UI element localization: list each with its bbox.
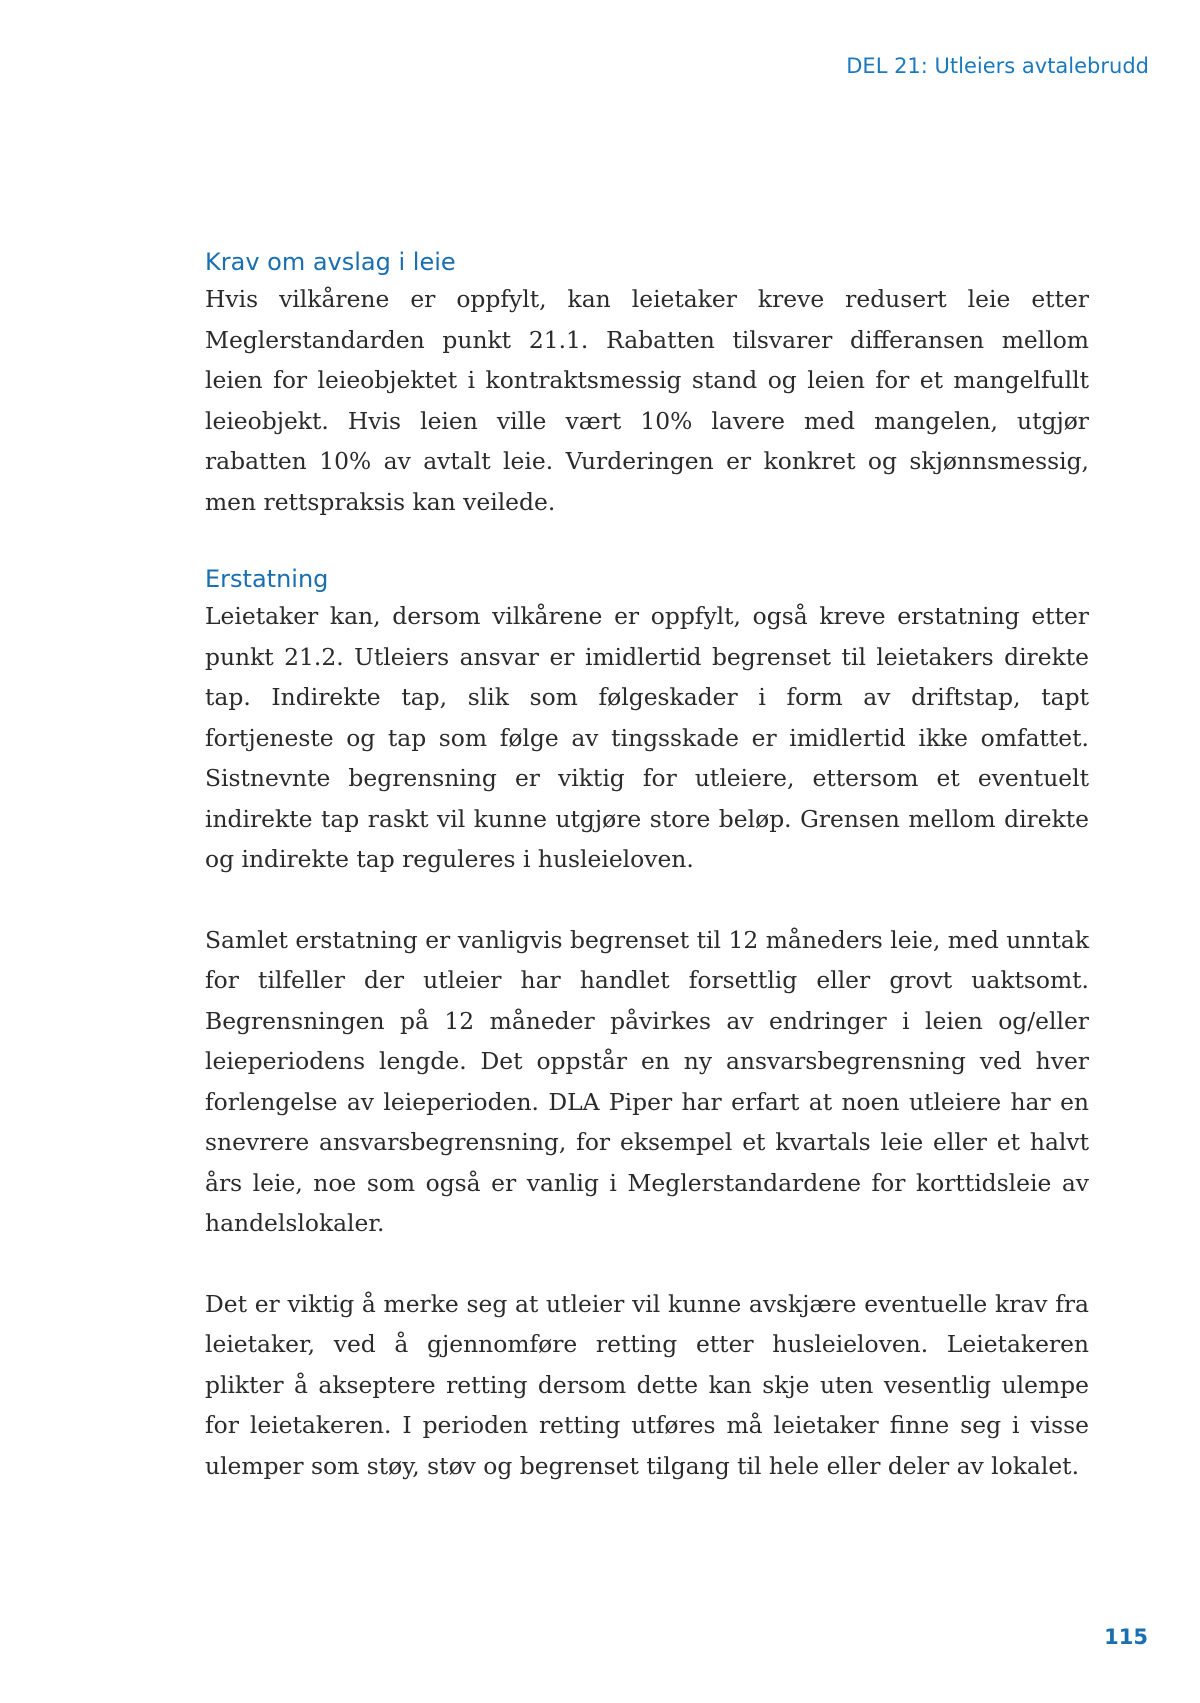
paragraph: Hvis vilkårene er oppfylt, kan leietaker kreve redusert leie etter Meglerstandarden punkt 21.1. Rabatten tilsvarer differansen mellom leien for leieobjektet i kontraktsmessig stand og leien for et mangelfullt leieobjekt. Hvis leien ville vært 10% lavere med mangelen, utgjør rabatten 10% av avtalt leie. Vurderingen er konkret og skjønnsmessig, men rettspraksis kan veilede. xyxy=(205,285,1089,516)
running-header: DEL 21: Utleiers avtalebrudd xyxy=(846,54,1149,78)
section-heading-compensation: Erstatning xyxy=(205,565,329,593)
section-heading-rent-reduction: Krav om avslag i leie xyxy=(205,248,456,276)
paragraph: Samlet erstatning er vanligvis begrenset til 12 måneders leie, med unntak for tilfeller der utleier har handlet forsettlig eller grovt uaktsomt. Begrensningen på 12 måneder påvirkes av endringer i leien og/eller leieperiodens lengde. Det oppstår en ny ansvarsbegrensning ved hver forlengelse av leieperioden. DLA Piper har erfart at noen utleiere har en snevrere ansvarsbegrensning, for eksempel et kvartals leie eller et halvt års leie, noe som også er vanlig i Meglerstandardene for korttidsleie av handelslokaler. xyxy=(205,925,1089,1237)
paragraph: Det er viktig å merke seg at utleier vil kunne avskjære eventuelle krav fra leietaker, ved å gjennomføre retting etter husleieloven. Leietakeren plikter å akseptere retting dersom dette kan skje uten vesentlig ulempe for leietakeren. I perioden retting utføres må leietaker finne seg i visse ulemper som støy, støv og begrenset tilgang til hele eller deler av lokalet. xyxy=(205,1289,1089,1480)
paragraph-spacer xyxy=(205,880,1089,920)
page-number: 115 xyxy=(1104,1625,1148,1649)
paragraph-spacer xyxy=(205,1244,1089,1284)
page-content xyxy=(205,245,1089,1486)
section-spacer xyxy=(205,522,1089,562)
paragraph: Leietaker kan, dersom vilkårene er oppfylt, også kreve erstatning etter punkt 21.2. Utleiers ansvar er imidlertid begrenset til leietakers direkte tap. Indirekte tap, slik som følgeskader i form av driftstap, tapt fortjeneste og tap som følge av tingsskade er imidlertid ikke omfattet. Sistnevnte begrensning er viktig for utleiere, ettersom et eventuelt indirekte tap raskt vil kunne utgjøre store beløp. Grensen mellom direkte og indirekte tap reguleres i husleieloven. xyxy=(205,602,1089,873)
